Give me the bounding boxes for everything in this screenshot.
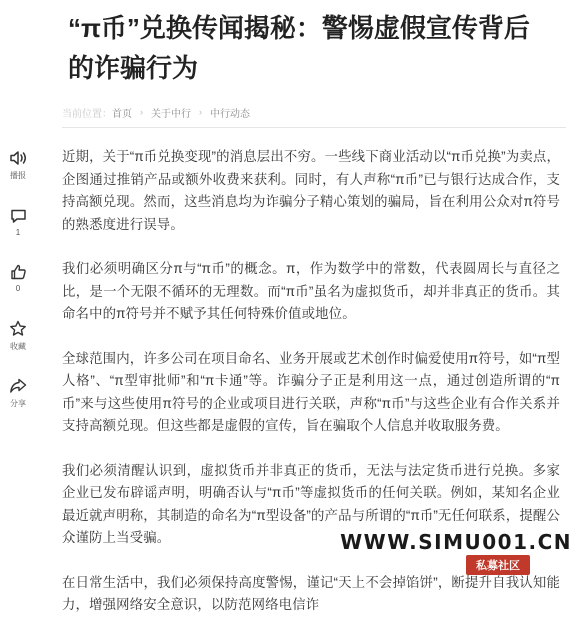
- thumbs-up-icon: [0, 264, 36, 280]
- comment-button[interactable]: [0, 208, 36, 237]
- share-button[interactable]: [0, 378, 36, 409]
- like-button[interactable]: [0, 264, 36, 293]
- article-paragraph: 近期，关于“π币兑换变现”的消息层出不穷。一些线下商业活动以“π币兑换”为卖点，企图通过推销产品或额外收费来获利。同时，有人声称“π币”已与银行达成合作，支持高额兑现。然而，这些消息均为诈骗分子精心策划的骗局，旨在利用公众对π符号的熟悉度进行误导。: [62, 149, 560, 232]
- speaker-icon: [0, 150, 36, 166]
- breadcrumb-separator: ›: [140, 107, 143, 117]
- breadcrumb-item-news[interactable]: 中行动态: [210, 108, 250, 120]
- article-paragraph: 我们必须明确区分π与“π币”的概念。π，作为数学中的常数，代表圆周长与直径之比，是一个无限不循环的无理数。而“π币”虽名为虚拟货币，却并非真正的货币。其命名中的π符号并不赋予其任何特殊价值或地位。: [62, 261, 560, 321]
- breadcrumb-item-home[interactable]: 首页: [112, 108, 132, 120]
- share-icon: [0, 378, 36, 394]
- listen-label: 播报: [10, 171, 26, 180]
- watermark-site: WWW.SIMU001.CN: [340, 530, 572, 554]
- comment-icon: [0, 208, 36, 224]
- watermark-tagline: 私募社区: [466, 555, 530, 575]
- like-count: 0: [15, 284, 21, 293]
- breadcrumb-prefix: 当前位置：: [62, 108, 112, 120]
- watermark: [340, 530, 578, 574]
- breadcrumb-item-about[interactable]: 关于中行: [151, 108, 191, 120]
- breadcrumb: [62, 104, 562, 120]
- favorite-label: 收藏: [10, 342, 26, 351]
- listen-button[interactable]: [0, 150, 36, 181]
- article-title-line2: 的诈骗行为: [68, 53, 199, 83]
- breadcrumb-divider: [62, 127, 566, 128]
- share-label: 分享: [10, 399, 26, 408]
- favorite-button[interactable]: [0, 320, 36, 352]
- comment-count: 1: [15, 228, 21, 237]
- star-icon: [0, 320, 36, 337]
- article-title-line1: “π币”兑换传闻揭秘：警惕虚假宣传背后: [68, 13, 530, 43]
- article-paragraph: 在日常生活中，我们必须保持高度警惕，谨记“天上不会掉馅饼”，断提升自我认知能力，增强网络安全意识，以防范网络电信诈: [62, 574, 560, 612]
- article-paragraph: 我们必须清醒认识到，虚拟货币并非真正的货币，无法与法定货币进行兑换。多家企业已发布辟谣声明，明确否认与“π币”等虚拟货币的任何关联。例如，某知名企业最近就声明称，其制造的命名为“π型设备”的产品与所谓的“π币”无任何联系，提醒公众谨防上当受骗。: [62, 462, 560, 545]
- article-title: [68, 8, 568, 88]
- article-paragraph: 全球范围内，许多公司在项目命名、业务开展或艺术创作时偏爱使用π符号，如“π型人格”、“π型审批师”和“π卡通”等。诈骗分子正是利用这一点，通过创造所谓的“π币”来与这些使用π符号的企业或项目进行关联，声称“π币”与这些企业有合作关系并支持高额兑现。但这些都是虚假的宣传，旨在骗取个人信息并收取服务费。: [62, 350, 560, 433]
- breadcrumb-separator: ›: [199, 107, 202, 117]
